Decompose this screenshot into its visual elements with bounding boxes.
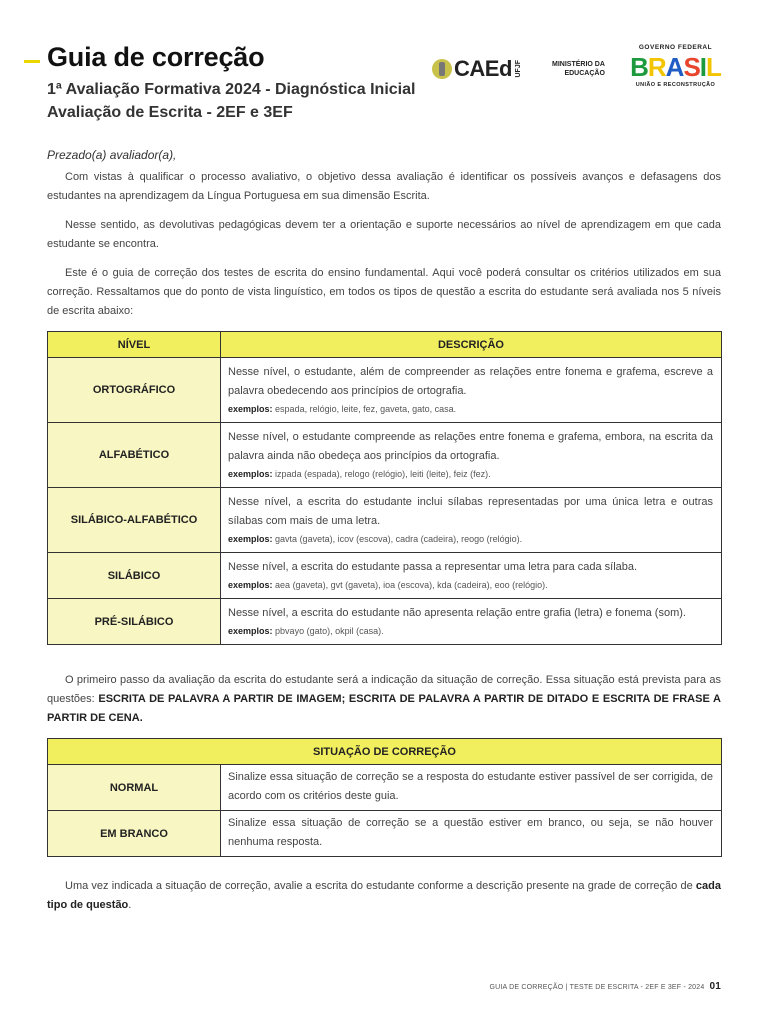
ministerio-line1: MINISTÉRIO DA	[552, 61, 605, 68]
greeting: Prezado(a) avaliador(a),	[47, 148, 177, 162]
brasil-wordmark	[627, 53, 724, 81]
examples-text: gavta (gaveta), icov (escova), cadra (cadeira), reogo (relógio).	[275, 534, 523, 544]
situation-table	[47, 738, 722, 857]
next-step-end: .	[128, 899, 132, 911]
levels-header-desc: DESCRIÇÃO	[221, 332, 722, 358]
brasil-letter: L	[706, 52, 721, 82]
level-name: ORTOGRÁFICO	[48, 358, 221, 423]
table-row	[48, 488, 722, 553]
situation-label: EM BRANCO	[48, 811, 221, 857]
level-description-cell	[221, 488, 722, 553]
levels-table	[47, 331, 722, 645]
level-examples	[228, 402, 713, 416]
governo-federal-logo	[627, 44, 724, 88]
next-step-bold: cada tipo de questão	[47, 880, 721, 911]
caed-mark-icon	[432, 59, 452, 79]
level-examples	[228, 578, 713, 592]
paragraph-first-step	[47, 671, 721, 728]
next-step-text: Uma vez indicada a situação de correção, avalie a escrita do estudante conforme a descrição presente na grade de correção de	[65, 880, 696, 892]
level-examples	[228, 624, 713, 638]
brasil-letter: S	[683, 52, 700, 82]
paragraph-guide-intro: Este é o guia de correção dos testes de escrita do ensino fundamental. Aqui você poderá consultar os critérios utilizados em sua correção. Ressaltamos que do ponto de vista linguístico, em todos os tipos de questão a escrita do estudante será avaliada nos 5 níveis de escrita abaixo:	[47, 267, 721, 317]
situation-header: SITUAÇÃO DE CORREÇÃO	[48, 739, 722, 765]
level-description-cell	[221, 553, 722, 599]
first-step-question-types: ESCRITA DE PALAVRA A PARTIR DE IMAGEM; ESCRITA DE PALAVRA A PARTIR DE DITADO E ESCRITA DE FRASE A PARTIR DE CENA.	[47, 693, 721, 724]
brasil-letter: B	[630, 52, 648, 82]
levels-header-level: NÍVEL	[48, 332, 221, 358]
level-description: Nesse nível, o estudante compreende as relações entre fonema e grafema, embora, na escrita da palavra ainda não obedeça aos princípios da ortografia.	[228, 431, 713, 462]
level-description: Nesse nível, a escrita do estudante inclui sílabas representadas por uma única letra e outras sílabas com mais de uma letra.	[228, 496, 713, 527]
table-row	[48, 811, 722, 857]
logos-bar	[432, 44, 724, 94]
caed-logo	[432, 56, 522, 82]
footer-text: GUIA DE CORREÇÃO | TESTE DE ESCRITA - 2EF E 3EF - 2024	[489, 984, 705, 991]
level-description: Nesse nível, a escrita do estudante não apresenta relação entre grafia (letra) e fonema (som).	[228, 607, 686, 619]
ministerio-line2: EDUCAÇÃO	[564, 70, 605, 77]
examples-label: exemplos:	[228, 534, 273, 544]
gov-bottom-text: UNIÃO E RECONSTRUÇÃO	[635, 82, 716, 88]
level-description-cell	[221, 358, 722, 423]
paragraph-next-step	[47, 877, 721, 915]
brasil-letter: A	[665, 52, 684, 82]
examples-text: izpada (espada), relogo (relógio), leiti (leite), feiz (fez).	[275, 469, 491, 479]
examples-label: exemplos:	[228, 469, 273, 479]
first-step-text: O primeiro passo da avaliação da escrita do estudante será a indicação da situação de correção. Essa situação está prevista para as questões:	[47, 674, 721, 705]
title-accent-dash	[24, 60, 40, 63]
brasil-letter: I	[699, 52, 707, 82]
examples-text: pbvayo (gato), okpil (casa).	[275, 626, 384, 636]
paragraph-objective: Com vistas à qualificar o processo avaliativo, o objetivo dessa avaliação é identificar os possíveis avanços e defasagens dos estudantes na aprendizagem da Língua Portuguesa em sua dimensão Escrita.	[47, 171, 721, 202]
level-description: Nesse nível, a escrita do estudante passa a representar uma letra para cada sílaba.	[228, 561, 638, 573]
table-row	[48, 599, 722, 645]
ufjf-logo-text: UFJF	[514, 60, 522, 78]
level-description: Nesse nível, o estudante, além de compreender as relações entre fonema e grafema, escreve a palavra obedecendo aos princípios de ortografia.	[228, 366, 713, 397]
ministerio-logo	[552, 60, 605, 78]
level-name: ALFABÉTICO	[48, 423, 221, 488]
table-row	[48, 765, 722, 811]
level-examples	[228, 467, 713, 481]
subtitle-assessment: 1ª Avaliação Formativa 2024 - Diagnóstica Inicial	[47, 81, 416, 98]
caed-logo-text: CAEd	[454, 56, 512, 81]
examples-label: exemplos:	[228, 580, 273, 590]
page-footer	[489, 981, 721, 992]
level-name: SILÁBICO-ALFABÉTICO	[48, 488, 221, 553]
subtitle-writing: Avaliação de Escrita - 2EF e 3EF	[47, 104, 293, 121]
page-title: Guia de correção	[47, 42, 265, 72]
gov-top-text: GOVERNO FEDERAL	[638, 44, 713, 51]
level-description-cell	[221, 423, 722, 488]
examples-text: espada, relógio, leite, fez, gaveta, gato, casa.	[275, 404, 457, 414]
brasil-letter: R	[647, 52, 666, 82]
page-number: 01	[709, 981, 721, 992]
level-examples	[228, 532, 713, 546]
table-row	[48, 358, 722, 423]
level-description-cell	[221, 599, 722, 645]
situation-label: NORMAL	[48, 765, 221, 811]
level-name: SILÁBICO	[48, 553, 221, 599]
level-name: PRÉ-SILÁBICO	[48, 599, 221, 645]
paragraph-feedback: Nesse sentido, as devolutivas pedagógicas devem ter a orientação e suporte necessários ao nível de aprendizagem em que cada estudante se encontra.	[47, 219, 721, 250]
examples-label: exemplos:	[228, 404, 273, 414]
table-row	[48, 553, 722, 599]
examples-text: aea (gaveta), gvt (gaveta), ioa (escova), kda (cadeira), eoo (relógio).	[275, 580, 548, 590]
situation-description: Sinalize essa situação de correção se a questão estiver em branco, ou seja, se não houver nenhuma resposta.	[221, 811, 722, 857]
situation-description: Sinalize essa situação de correção se a resposta do estudante estiver passível de ser corrigida, de acordo com os critérios deste guia.	[221, 765, 722, 811]
examples-label: exemplos:	[228, 626, 273, 636]
table-row	[48, 423, 722, 488]
